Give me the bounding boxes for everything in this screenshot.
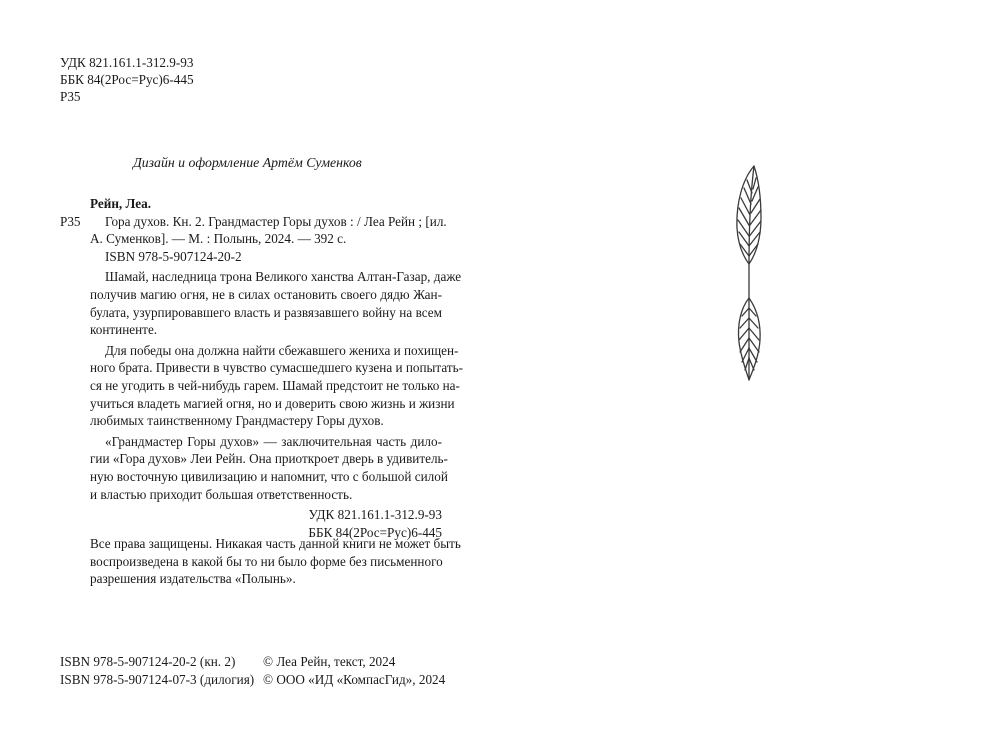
annotation-line: и властью приходит большая ответственность. [90,486,353,502]
annotation-line: любимых таинственному Грандмастеру Горы духов. [90,413,384,429]
annotation-line: Для победы она должна найти сбежавшего жениха и похищен- [105,342,459,358]
rights-line: Все права защищены. Никакая часть данной книги не может быть [90,536,461,551]
annotation-paragraph [90,268,462,338]
design-credit: Дизайн и оформление Артём Суменков [133,155,362,170]
entry-bbk: ББК 84(2Рос=Рус)6-445 [308,524,442,540]
bibliographic-entry [90,195,464,541]
bbk-code: ББК 84(2Рос=Рус)6-445 [60,72,194,87]
entry-sign: Р35 [60,214,81,229]
annotation-line: ного брата. Привести в чувство сумасшедшего кузена и попытать- [90,360,464,376]
copyright-text: © Леа Рейн, текст, 2024 [263,654,396,669]
annotation-line: ную восточную цивилизацию и напомнит, что с большой силой [90,468,448,484]
udk-code: УДК 821.161.1-312.9-93 [60,55,194,70]
isbn-series: ISBN 978-5-907124-07-3 (дилогия) [60,671,255,687]
copyright-list [263,653,445,688]
rights-line: разрешения издательства «Полынь». [90,571,296,587]
annotation-line: континенте. [90,322,158,338]
author-sign: Р35 [60,89,81,104]
annotation-paragraph [90,342,464,430]
annotation-line: учиться владеть магией огня, но и доверить свою жизнь и жизни [90,395,455,411]
copyright-publisher: © ООО «ИД «КомпасГид», 2024 [263,671,446,687]
isbn-list [60,653,254,688]
classification-codes [60,54,194,105]
entry-isbn: ISBN 978-5-907124-20-2 [105,248,242,264]
author-heading: Рейн, Леа. [90,196,152,211]
rights-line: воспроизведена в какой бы то ни было форме без письменного [90,553,443,569]
annotation-line: гии «Гора духов» Леи Рейн. Она приоткроет дверь в удивитель- [90,451,448,467]
rights-notice [90,535,461,588]
entry-udk: УДК 821.161.1-312.9-93 [308,507,442,523]
annotation-line: Шамай, наследница трона Великого ханства Алтан-Газар, даже [105,269,462,285]
annotation-line: ся не угодить в чей-нибудь гарем. Шамай предстоит не только на- [90,377,460,393]
isbn-volume: ISBN 978-5-907124-20-2 (кн. 2) [60,654,236,669]
annotation-line: булата, узурпировавшего власть и развязавшего войну на всем [90,304,442,320]
feather-ornament-icon [728,158,770,384]
annotation-line: «Грандмастер Горы духов» — заключительная часть дило- [105,433,442,449]
book-description-line: Гора духов. Кн. 2. Грандмастер Горы духов : / Леа Рейн ; [ил. [105,213,447,229]
book-description-line: А. Суменков]. — М. : Полынь, 2024. — 392 с. [90,231,347,247]
annotation-paragraph [90,433,448,503]
annotation-line: получив магию огня, не в силах остановить своего дядю Жан- [90,286,442,302]
